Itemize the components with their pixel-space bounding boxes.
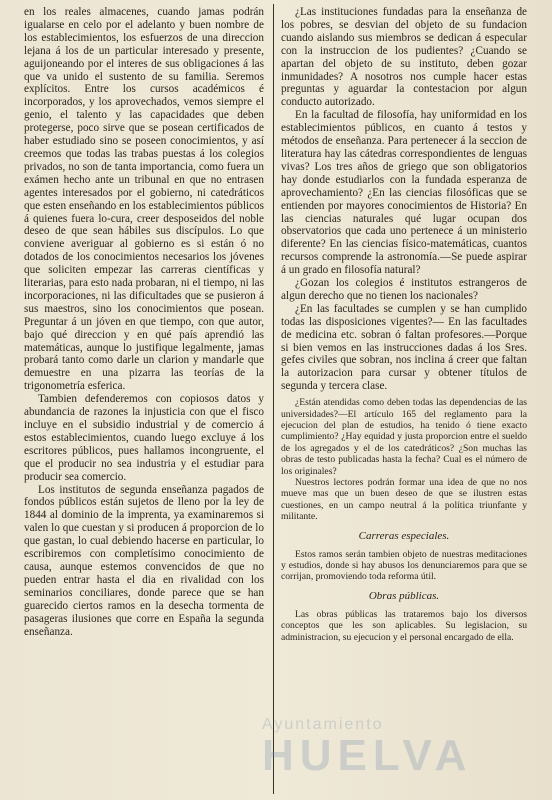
- section-heading-carreras: Carreras especiales.: [358, 529, 450, 542]
- body-paragraph: En la facultad de filosofía, hay uniformidad en los establecimientos públicos, en cuanto á testos y métodos de enseñanza. Para pertenecer á la seccion de literatura hay las cátedras correspondientes de lenguas vivas? Los tres años de griego que son obligatorios hay donde estudiarlos con la fundada esperanza de aprovechamiento? ¿En las ciencias filosóficas que se entienden por mayores conocimientos de Historia? En las ciencias naturales qué lugar ocupan dos observatorios que cada uno pertenece á un ministerio diferente? En las ciencias físico-matemáticas, cuantos recursos comprende la astronomía.—Se puede aspirar á un grado en filosofía natural?: [281, 109, 527, 277]
- watermark-top-text: Ayuntamiento: [262, 716, 384, 733]
- body-paragraph: ¿En las facultades se cumplen y se han cumplido todas las disposiciones vigentes?— En las facultades de medicina etc. sobran ó faltan profesores.—Porque si bien vemos en las instrucciones dadas á los Sres. gefes civiles que sobran, nos inclina á creer que faltan la autorizacion para cursar y obtener títulos de segunda y tercera clase.: [281, 302, 527, 393]
- body-paragraph: Tambien defenderemos con copiosos datos y abundancia de razones la injusticia con que el fisco incluye en el subsidio industrial y de comercio á estos establecimientos, cuando luego excluye á los escritores públicos, pues hallamos incongruente, el que el producir no sea industria y el estudiar para producir sea comercio.: [24, 393, 264, 483]
- small-print-paragraph: Nuestros lectores podrán formar una idea de que no nos mueve mas que un buen deseo de que se ilustren estas cuestiones, en un campo neutral á la política triunfante y militante.: [281, 477, 527, 523]
- archive-watermark: [262, 716, 472, 778]
- section-text-carreras: Estos ramos serán tambien objeto de nuestras meditaciones y estudios, donde si hay abusos los denunciaremos para que se corrijan, promoviendo toda reforma útil.: [281, 548, 527, 583]
- section-heading-obras: Obras públicas.: [368, 589, 440, 602]
- body-paragraph: ¿Las instituciones fundadas para la enseñanza de los pobres, se desvian del objeto de su fundacion cuando aislando sus miembros se dedican á especular con la instruccion de los pudientes? ¿Cuando se apartan del objeto de su instituto, deben gozar inmunidades? A nosotros nos cumple hacer estas preguntas y aguardar la contestacion por algun conducto autorizado.: [281, 6, 527, 109]
- body-paragraph: ¿Gozan los colegios é institutos estrangeros de algun derecho que no tienen los nacionales?: [281, 277, 527, 302]
- section-text-obras: Las obras públicas las trataremos bajo los diversos conceptos que les son aplicables. Su legislacion, su administracion, su ejecucion y el personal encargado de ella.: [281, 608, 527, 643]
- left-column: [24, 6, 264, 638]
- right-column: [281, 6, 527, 643]
- body-paragraph: Los institutos de segunda enseñanza pagados de fondos públicos están sujetos de lleno por la ley de 1844 al dominio de la imprenta, ya examinaremos si valen lo que cuestan y si producen á proporcion de lo que gastan, lo cual debiendo hacerse en particular, lo escribiremos con completísimo conocimiento de causa, aunque estemos convencidos de que no pueden entrar hasta el dia en rivalidad con los seminarios conciliares, donde parece que se han guarecido ciertos ramos en la desecha tormenta de pasageras ilusiones que corre en España la segunda enseñanza.: [24, 483, 264, 638]
- small-print-paragraph: ¿Están atendidas como deben todas las dependencias de las universidades?—El artículo 165 del reglamento para la ejecucion del plan de estudios, ha tenido ó tiene exacto cumplimiento? ¿Hay equidad y justa proporcion entre el sueldo de los agregados y el de los catedráticos? ¿Son muchas las obras de testo publicadas hasta la fecha? Cual es el número de los originales?: [281, 397, 527, 477]
- column-divider: [273, 4, 274, 794]
- body-paragraph: en los reales almacenes, cuando jamas podrán igualarse en celo por el adelanto y buen nombre de los establecimientos, los esfuerzos de una direccion lejana á los de un particular interesado y presente, aguijoneando por el interes de sus obligaciones á las que va unido el sustento de su familia. Seremos explícitos. Entre los cursos académicos é incorporados, y los aprovechados, vemos siempre el genio, el talento y las capacidades que deben protegerse, poco sirve que se posean certificados de haber estudiado sino se poseen conocimientos, y así creemos que todas las trabas puestas á los colegios privados, no son de tanta importancia, como fuera un exámen hecho ante un tribunal en que no entrasen agentes interesados por el gobierno, ni catedráticos que esten enseñando en los establecimientos públicos á quienes fuera lo-cura, creer desposeidos del noble deseo de que sean hábiles sus discípulos. Lo que conviene averiguar al gobierno es si están ó no dotados de los conocimientos necesarios los jóvenes que soliciten empezar las carreras científicas y literarias, para esto nada probaran, ni el tiempo, ni las incorporaciones, ni las dificultades que se pusieron á sus maestros, sino los conocimientos que posean. Preguntar á un jóven en que tiempo, con que autor, bajo qué direccion y en qué país aprendió las matemáticas, aunque lo justifique legalmente, jamas probará tanto como darle un clarion y mandarle que demuestre en una pizarra las teorías de la trigonometría esferica.: [24, 6, 264, 393]
- watermark-main-text: HUELVA: [262, 731, 473, 780]
